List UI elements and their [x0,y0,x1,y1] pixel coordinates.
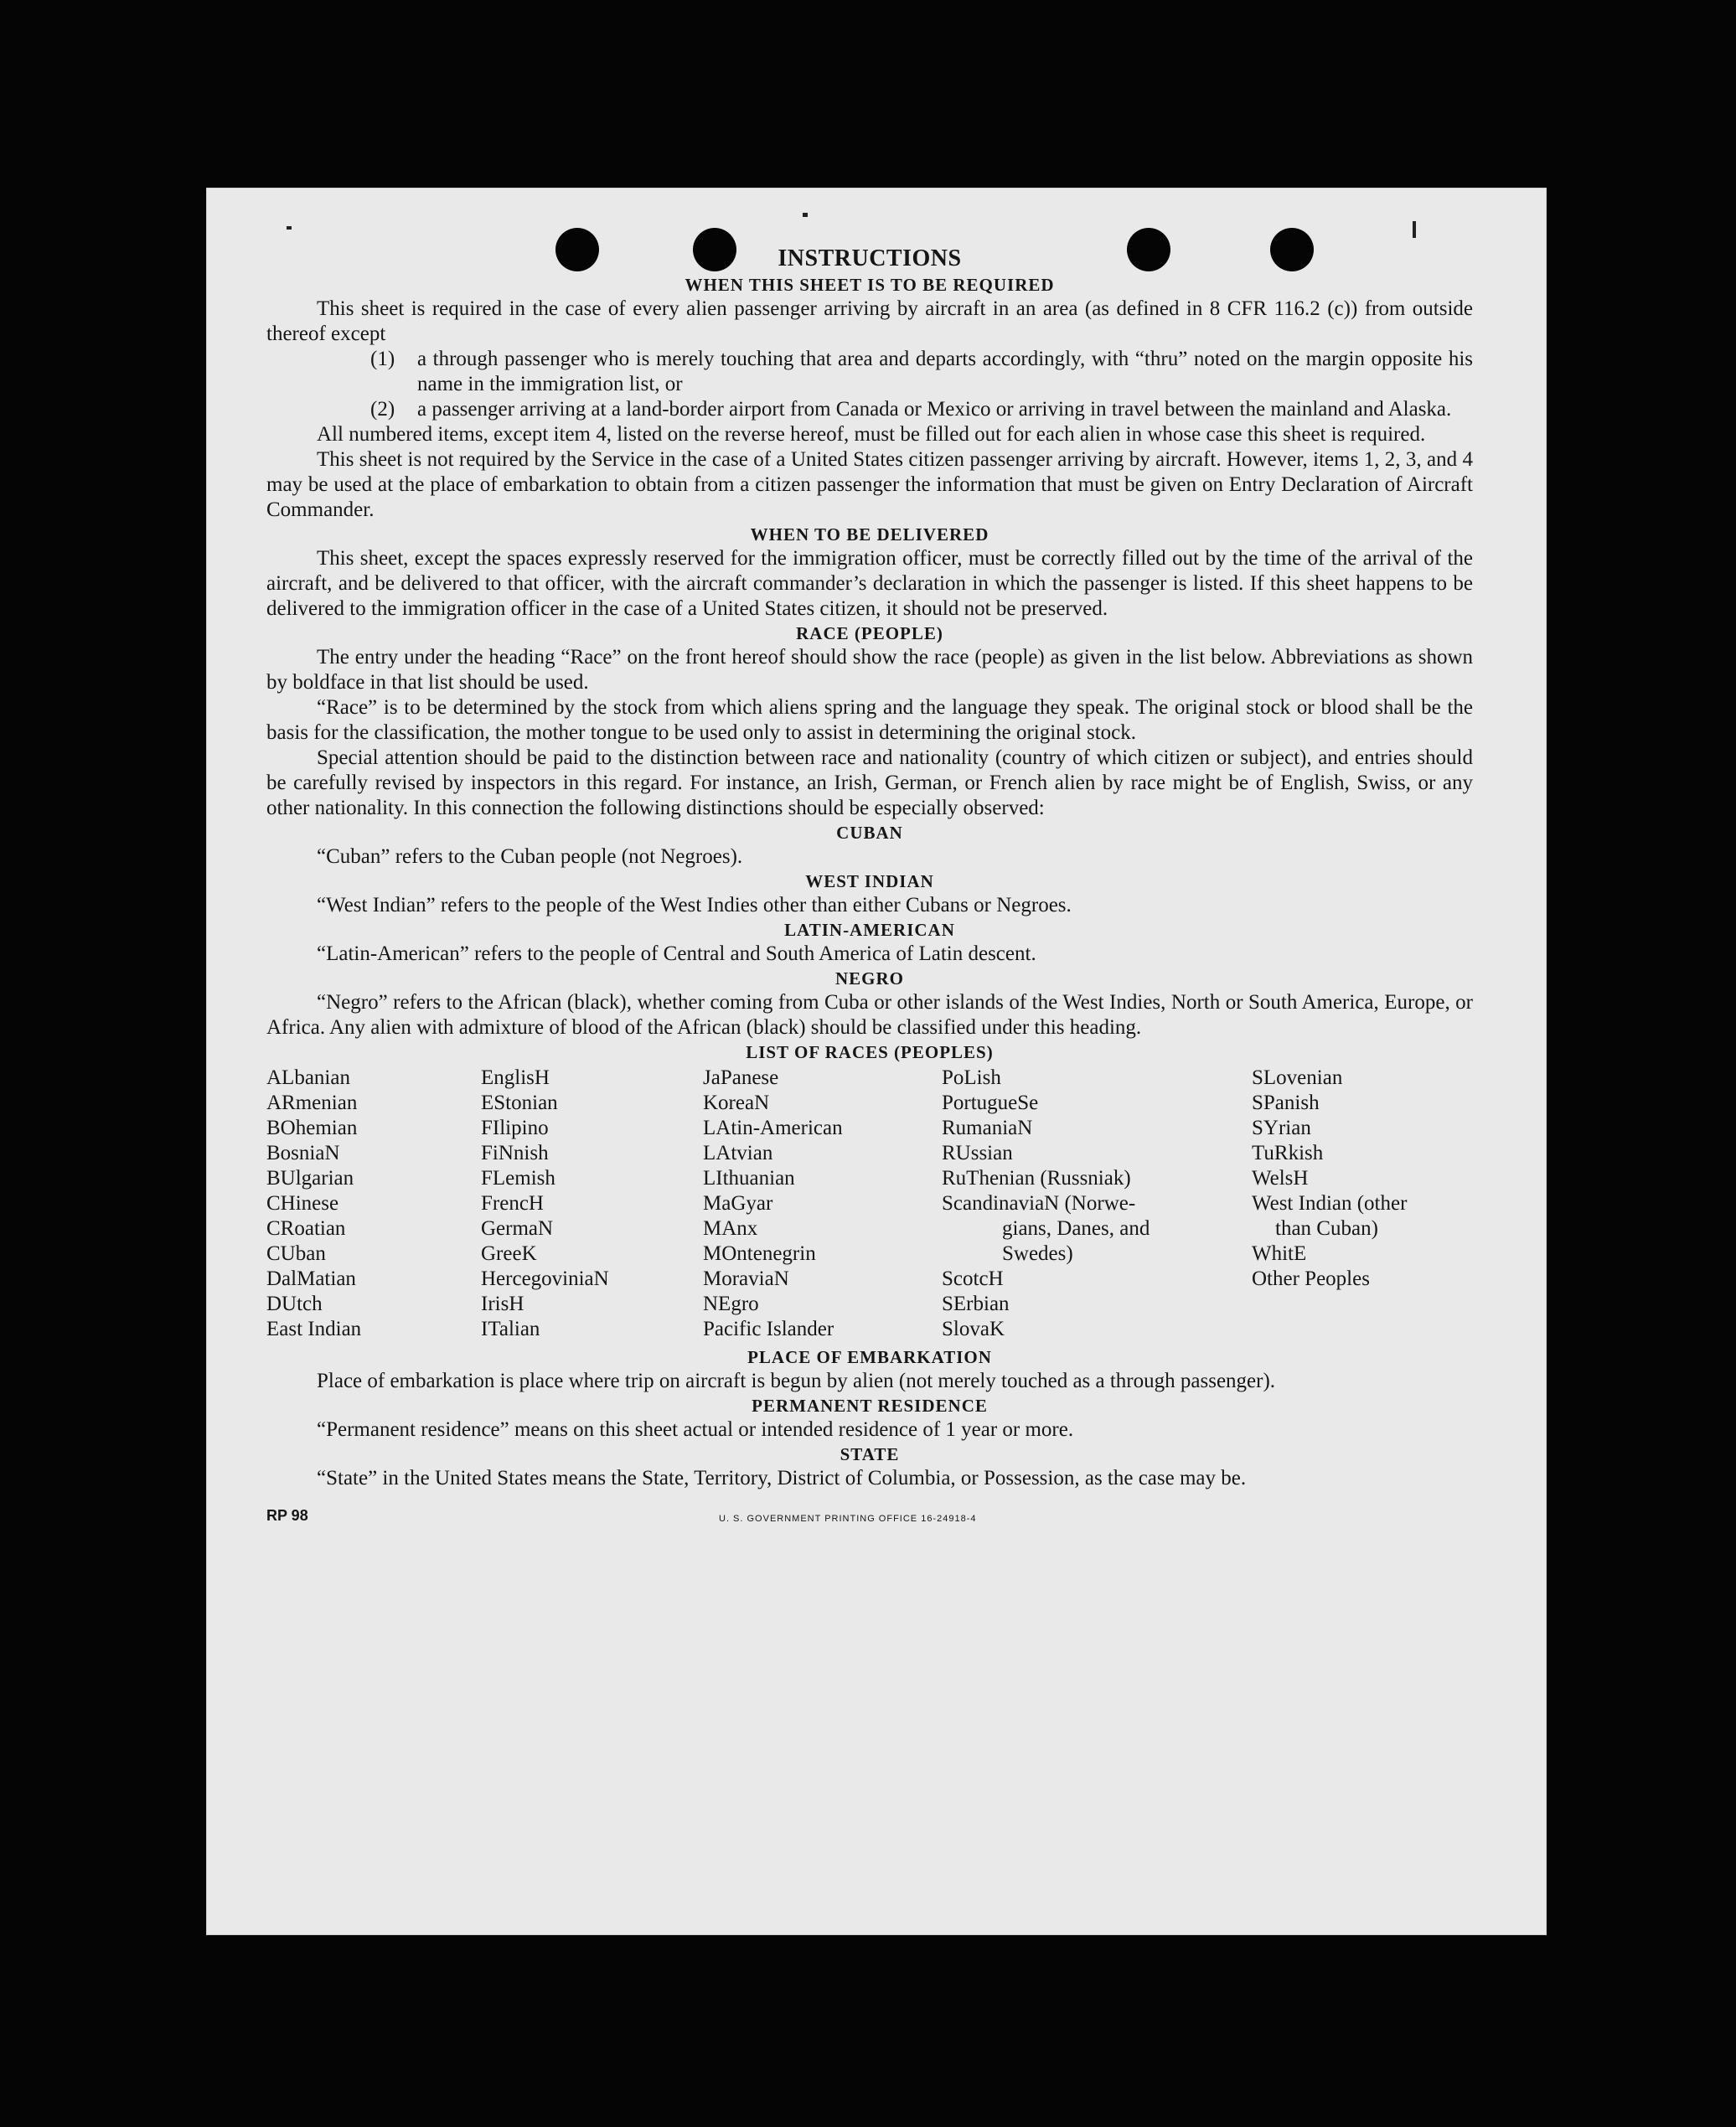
exception-item-2 [370,397,1473,422]
instructions-content [266,245,1473,1536]
scan-speck [803,213,808,217]
race-entry: MAnx [703,1217,758,1240]
race-entry: CHinese [266,1192,339,1215]
race-list [266,1066,1473,1342]
race-entry: Pacific Islander [703,1318,834,1340]
delivered-paragraph: This sheet, except the spaces expressly reserved for the immigration officer, must be correctly filled out by the time of the arrival of the aircraft, and be delivered to that officer, with the aircraft commander’s declaration in which the passenger is listed. If this sheet happens to be delivered to the immigration officer in the case of a United States citizen, it should not be preserved. [266,547,1473,620]
race-entry: SLovenian [1252,1066,1343,1089]
race-entry: EStonian [481,1092,558,1114]
heading-permanent-residence: PERMANENT RESIDENCE [752,1396,988,1416]
race-entry-continued: than Cuban) [1275,1217,1378,1240]
race-entry: ScotcH [942,1267,1004,1290]
race-entry-continued: gians, Danes, and [1002,1217,1150,1240]
race-entry: ScandinaviaN (Norwe- [942,1192,1136,1215]
race-entry: HercegoviniaN [481,1267,609,1290]
race-column-2 [481,1066,703,1342]
cuban-paragraph: “Cuban” refers to the Cuban people (not Negroes). [317,845,743,868]
race-entry: ALbanian [266,1066,350,1089]
exception-item-1 [370,347,1473,397]
race-entry: Other Peoples [1252,1267,1370,1290]
race-paragraph-2: “Race” is to be determined by the stock from which aliens spring and the language they speak. The original stock or blood shall be the basis for the classification, the mother tongue to be used only to assist in determining the original stock. [266,696,1473,744]
heading-race: RACE (PEOPLE) [796,623,943,643]
race-entry: WhitE [1252,1242,1307,1265]
race-entry: LAtin-American [703,1117,843,1139]
negro-paragraph: “Negro” refers to the African (black), whether coming from Cuba or other islands of the West Indies, North or South America, Europe, or Africa. Any alien with admixture of blood of the African (black) should be classified under this heading. [266,991,1473,1039]
heading-latin-american: LATIN-AMERICAN [784,920,955,940]
race-entry: WelsH [1252,1167,1309,1190]
race-entry: GermaN [481,1217,554,1240]
race-paragraph-1: The entry under the heading “Race” on the front hereof should show the race (people) as given in the list below. Abbreviations as shown by boldface in that list should be used. [266,646,1473,694]
heading-place-of-embarkation: PLACE OF EMBARKATION [747,1347,992,1367]
race-column-3 [703,1066,942,1342]
race-entry: BOhemian [266,1117,358,1139]
race-entry: ARmenian [266,1092,358,1114]
residence-paragraph: “Permanent residence” means on this sheet actual or intended residence of 1 year or more. [317,1418,1074,1441]
race-entry: LAtvian [703,1142,773,1164]
race-entry: NEgro [703,1293,759,1315]
race-entry: ITalian [481,1318,540,1340]
exception-number: (2) [370,398,395,421]
race-entry: SYrian [1252,1117,1311,1139]
race-entry: East Indian [266,1318,362,1340]
race-entry: SlovaK [942,1318,1005,1340]
heading-state: STATE [840,1444,900,1464]
race-entry: CUban [266,1242,326,1265]
race-column-4 [942,1066,1252,1342]
race-entry: GreeK [481,1242,537,1265]
race-entry: FIlipino [481,1117,549,1139]
race-entry: JaPanese [703,1066,779,1089]
race-entry: RumaniaN [942,1117,1033,1139]
page-title: INSTRUCTIONS [778,245,962,271]
race-entry: EnglisH [481,1066,550,1089]
race-entry: CRoatian [266,1217,346,1240]
embarkation-paragraph: Place of embarkation is place where trip on aircraft is begun by alien (not merely touched as a through passenger). [317,1370,1276,1392]
race-entry: MOntenegrin [703,1242,816,1265]
scan-speck [1413,221,1416,238]
numbered-items-paragraph: All numbered items, except item 4, listed on the reverse hereof, must be filled out for each alien in whose case this sheet is required. [317,423,1426,446]
race-entry: DUtch [266,1293,323,1315]
race-entry: FrencH [481,1192,544,1215]
race-entry-continued: Swedes) [1002,1242,1073,1265]
heading-when-required: WHEN THIS SHEET IS TO BE REQUIRED [685,275,1055,295]
race-entry: BUlgarian [266,1167,354,1190]
race-entry: FLemish [481,1167,555,1190]
citizen-paragraph: This sheet is not required by the Service in the case of a United States citizen passenger arriving by aircraft. However, items 1, 2, 3, and 4 may be used at the place of embarkation to obtain from a citizen passenger the information that must be given on Entry Declaration of Aircraft Commander. [266,448,1473,521]
latin-american-paragraph: “Latin-American” refers to the people of Central and South America of Latin descent. [317,942,1036,965]
heading-cuban: CUBAN [836,823,903,843]
race-entry: TuRkish [1252,1142,1324,1164]
race-entry: MaGyar [703,1192,773,1215]
race-entry: MoraviaN [703,1267,789,1290]
race-column-5 [1252,1066,1473,1342]
heading-when-delivered: WHEN TO BE DELIVERED [750,524,989,545]
race-entry: PortugueSe [942,1092,1039,1114]
printer-imprint: U. S. GOVERNMENT PRINTING OFFICE 16-24918-4 [719,1514,977,1524]
heading-negro: NEGRO [834,968,904,989]
race-entry: IrisH [481,1293,524,1315]
west-indian-paragraph: “West Indian” refers to the people of the West Indies other than either Cubans or Negroes. [317,894,1072,916]
race-entry: BosniaN [266,1142,340,1164]
race-entry: DalMatian [266,1267,356,1290]
required-intro: This sheet is required in the case of every alien passenger arriving by aircraft in an area (as defined in 8 CFR 116.2 (c)) from outside thereof except [266,297,1473,345]
race-entry: KoreaN [703,1092,770,1114]
exception-number: (1) [370,348,395,370]
footer [266,1503,1473,1536]
race-entry: LIthuanian [703,1167,795,1190]
document-sheet [206,188,1547,1935]
race-entry: SPanish [1252,1092,1320,1114]
state-paragraph: “State” in the United States means the State, Territory, District of Columbia, or Possession, as the case may be. [317,1467,1247,1489]
race-entry: FiNnish [481,1142,549,1164]
exception-text: a through passenger who is merely touching that area and departs accordingly, with “thru” noted on the margin opposite his name in the immigration list, or [417,348,1473,395]
race-entry: PoLish [942,1066,1001,1089]
race-paragraph-3: Special attention should be paid to the distinction between race and nationality (country of which citizen or subject), and entries should be carefully revised by inspectors in this regard. For instance, an Irish, German, or French alien by race might be of English, Swiss, or any other nationality. In this connection the following distinctions should be especially observed: [266,746,1473,819]
scan-speck [287,226,292,230]
heading-west-indian: WEST INDIAN [805,871,934,891]
form-code: RP 98 [266,1507,308,1524]
exception-text: a passenger arriving at a land-border airport from Canada or Mexico or arriving in travel between the mainland and Alaska. [417,398,1452,421]
race-entry: RuThenian (Russniak) [942,1167,1131,1190]
race-column-1 [266,1066,481,1342]
race-entry: RUssian [942,1142,1013,1164]
heading-list-of-races: LIST OF RACES (PEOPLES) [746,1042,994,1062]
race-entry: West Indian (other [1252,1192,1408,1215]
race-entry: SErbian [942,1293,1010,1315]
